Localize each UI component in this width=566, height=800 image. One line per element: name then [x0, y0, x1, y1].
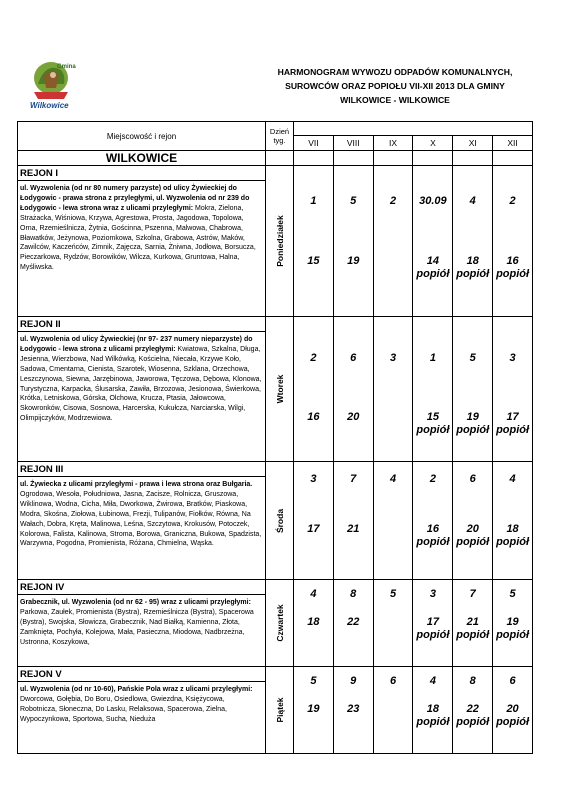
second-collection: [334, 411, 373, 424]
first-collection-date: 2: [509, 195, 516, 207]
first-collection-date: 4: [469, 195, 476, 207]
town-name: WILKOWICE: [18, 151, 266, 166]
collection-cell: [413, 462, 453, 580]
logo-top-text: Gmina: [57, 64, 76, 70]
collection-cell: [294, 317, 334, 462]
collection-cell: [373, 580, 413, 667]
first-collection-date: 5: [509, 588, 516, 600]
region-name: REJON IV: [18, 580, 266, 595]
month-header: IX: [373, 136, 413, 151]
first-collection-date: 6: [390, 675, 397, 687]
collection-cell: [333, 462, 373, 580]
collection-cell: [294, 667, 334, 754]
first-collection-date: 30.09: [419, 195, 447, 207]
second-collection-date: 18: [466, 255, 479, 267]
second-collection-date: 18: [307, 616, 320, 628]
second-collection-date: 14: [426, 255, 440, 267]
ash-label: popiół: [496, 424, 530, 436]
region-day: [266, 580, 294, 667]
ash-label: popiół: [496, 268, 530, 280]
town-month-blank: [413, 151, 453, 166]
second-collection: [294, 411, 333, 424]
collection-cell: [413, 166, 453, 317]
region-name: REJON III: [18, 462, 266, 477]
first-collection-date: 5: [310, 675, 317, 687]
title-line-3: WILKOWICE - WILKOWICE: [340, 95, 450, 105]
second-collection-date: 18: [506, 523, 519, 535]
month-header: VIII: [333, 136, 373, 151]
first-collection-date: 4: [390, 473, 397, 485]
collection-cell: [493, 317, 533, 462]
title-line-1: HARMONOGRAM WYWOZU ODPADÓW KOMUNALNYCH,: [277, 67, 513, 77]
day-label: Czwartek: [274, 604, 285, 642]
region-day: [266, 317, 294, 462]
collection-cell: [294, 166, 334, 317]
second-collection-date: 21: [347, 523, 360, 535]
town-day-blank: [266, 151, 294, 166]
day-label: Środa: [274, 508, 285, 533]
month-header: XII: [493, 136, 533, 151]
collection-cell: [413, 317, 453, 462]
second-collection: [493, 255, 532, 281]
collection-cell: [453, 667, 493, 754]
first-collection-date: 8: [350, 588, 357, 600]
ash-label: popiół: [456, 268, 490, 280]
town-month-blank: [294, 151, 334, 166]
first-collection-date: 5: [469, 352, 476, 364]
collection-cell: [493, 667, 533, 754]
logo-bottom-text: Wilkowice: [30, 101, 69, 110]
ash-label: popiół: [416, 268, 450, 280]
second-collection: [453, 411, 492, 437]
collection-cell: [294, 462, 334, 580]
second-collection-date: 17: [307, 523, 320, 535]
months-header-blank: [294, 122, 533, 136]
second-collection-date: 18: [426, 703, 440, 715]
ash-label: popiół: [456, 629, 490, 641]
ash-label: popiół: [416, 716, 450, 728]
ash-label: popiół: [456, 424, 490, 436]
second-collection: [334, 703, 373, 716]
first-collection-date: 9: [350, 675, 357, 687]
region-streets-main: ul. Wyzwolenia (od nr 10-60), Pańskie Pola wraz z ulicami przyległymi:: [20, 686, 253, 693]
region-streets-main: ul. Wyzwolenia od ulicy Żywieckiej (nr 97- 237 numery nieparzyste) do Łodygowic - lewa strona z ulicami przyległymi:: [20, 336, 253, 353]
first-collection-date: 4: [310, 588, 317, 600]
region-streets: [18, 595, 266, 667]
day-header-line-2: tyg.: [273, 136, 286, 145]
collection-cell: [373, 667, 413, 754]
second-collection: [294, 616, 333, 629]
collection-cell: [333, 667, 373, 754]
region-name: REJON II: [18, 317, 266, 332]
region-name: REJON I: [18, 166, 266, 181]
second-collection: [493, 411, 532, 437]
collection-cell: [453, 580, 493, 667]
first-collection-date: 4: [509, 473, 516, 485]
first-collection-date: 2: [390, 195, 397, 207]
region-streets: [18, 682, 266, 754]
collection-cell: [413, 580, 453, 667]
municipality-logo: [26, 58, 76, 110]
second-collection-date: 20: [347, 411, 360, 423]
second-collection: [413, 255, 452, 281]
ash-label: popiół: [456, 716, 490, 728]
region-day: [266, 667, 294, 754]
first-collection-date: 8: [469, 675, 476, 687]
first-collection-date: 2: [310, 352, 317, 364]
second-collection-date: 17: [426, 616, 440, 628]
month-header: X: [413, 136, 453, 151]
first-collection-date: 3: [310, 473, 317, 485]
town-month-blank: [373, 151, 413, 166]
second-collection-date: 22: [347, 616, 360, 628]
region-streets-main: ul. Żywiecka z ulicami przyległymi - prawa i lewa strona oraz Bułgaria.: [20, 481, 253, 488]
day-label: Poniedziałek: [274, 215, 285, 267]
collection-cell: [453, 317, 493, 462]
region-name: REJON V: [18, 667, 266, 682]
schedule-table: [17, 121, 533, 754]
collection-cell: [493, 462, 533, 580]
second-collection: [453, 523, 492, 549]
ash-label: popiół: [416, 629, 450, 641]
first-collection-date: 3: [429, 588, 436, 600]
first-collection-date: 3: [509, 352, 516, 364]
second-collection: [294, 255, 333, 268]
region-streets: [18, 477, 266, 580]
second-collection: [413, 411, 452, 437]
first-collection-date: 6: [350, 352, 357, 364]
second-collection-date: 20: [466, 523, 479, 535]
first-collection-date: 3: [390, 352, 397, 364]
second-collection-date: 17: [506, 411, 519, 423]
day-header-line-1: Dzień: [269, 127, 290, 136]
region-streets-list: Mokra, Zielona, Strażacka, Wiśniowa, Krzywa, Agrestowa, Prosta, Jagodowa, Topolowa, Orna, Rzemieślnicza, Żytnia, Gościnna, Pszenna, Malwowa, Chabrowa, Bławatków, Jeżynowa, Poziomkowa, Szkolna, Grabowa, Astrów, Maków, Zawilców, Kaczeńców, Zimnik, Zajęcza, Sarnia, Żniwna, Jodłowa, Borsucza, Pieczarkowa, Rydzów, Borowików, Wilcza, Kurkowa, Gruntowa, Halna, Myśliwska.: [20, 204, 256, 272]
second-collection: [294, 523, 333, 536]
second-collection: [453, 616, 492, 642]
second-collection: [334, 616, 373, 629]
collection-cell: [373, 462, 413, 580]
month-header: VII: [294, 136, 334, 151]
collection-cell: [294, 580, 334, 667]
title-line-2: SUROWCÓW ORAZ POPIOŁU VII-XII 2013 DLA GMINY: [285, 81, 505, 91]
region-streets-main: ul. Wyzwolenia (od nr 80 numery parzyste) od ulicy Żywieckiej do Łodygowic - prawa strona z przyległymi, ul. Wyzwolenia od nr 239 do Łodygowic - lewa strona wraz z ulicami przyległymi:: [20, 185, 250, 212]
region-day: [266, 166, 294, 317]
second-collection: [493, 523, 532, 549]
second-collection-date: 16: [426, 523, 440, 535]
second-collection-date: 21: [466, 616, 479, 628]
second-collection-date: 20: [506, 703, 519, 715]
second-collection-date: 15: [426, 411, 440, 423]
collection-cell: [373, 317, 413, 462]
region-streets-list: Ogrodowa, Wesoła, Południowa, Jasna, Zacisze, Rolnicza, Gruszowa, Wiklinowa, Wodna, Cicha, Miła, Dworkowa, Żwirowa, Bratków, Piaskowa, Modra, Skośna, Ziołowa, Łubinowa, Frezji, Tulipanów, Fiołków, Równa, Na Wałach, Dobra, Kręta, Malinowa, Leśna, Szczytowa, Krokusów, Potoczek, Kolorowa, Falista, Kalinowa, Stroma, Borowa, Graniczna, Bukowa, Spadzista, Warzywna, Pogodna, Promienista, Różana, Chmielna, Wąska.: [20, 490, 262, 548]
second-collection-date: 15: [307, 255, 320, 267]
second-collection: [493, 616, 532, 642]
second-collection: [453, 255, 492, 281]
second-collection-date: 16: [307, 411, 320, 423]
first-collection-date: 1: [310, 195, 317, 207]
first-collection-date: 1: [429, 352, 436, 364]
region-day: [266, 462, 294, 580]
ash-label: popiół: [456, 536, 490, 548]
second-collection-date: 22: [466, 703, 479, 715]
ash-label: popiół: [416, 536, 450, 548]
second-collection: [334, 523, 373, 536]
region-streets-list: Kwiatowa, Szkalna, Długa, Jesienna, Wierzbowa, Nad Wilkówką, Kościelna, Niecała, Krzywe Koło, Sadowa, Cmentarna, Cienista, Szarotek, Wiosenna, Szklana, Orzechowa, Leszczynowa, Siewna, Jarzębinowa, Jaworowa, Tęczowa, Dębowa, Klonowa, Turystyczna, Karpacka, Ślusarska, Zawiła, Brzozowa, Jesionowa, Świerkowa, Krótka, Letniskowa, Górska, Olchowa, Krucza, Ptasia, Jałowcowa, Skowronków, Cisowa, Sosnowa, Harcerska, Kukułcza, Narciarska, Wilgi, Olimpijczyków, Modrzewiowa.: [20, 345, 262, 423]
second-collection-date: 23: [347, 703, 360, 715]
collection-cell: [333, 166, 373, 317]
second-collection: [453, 703, 492, 729]
first-collection-date: 4: [429, 675, 436, 687]
collection-cell: [453, 166, 493, 317]
ash-label: popiół: [496, 629, 530, 641]
first-collection-date: 5: [390, 588, 397, 600]
second-collection: [294, 703, 333, 716]
town-month-blank: [493, 151, 533, 166]
town-month-blank: [333, 151, 373, 166]
document-title: [250, 65, 540, 107]
second-collection: [334, 255, 373, 268]
second-collection-date: 16: [506, 255, 519, 267]
first-collection-date: 2: [429, 473, 436, 485]
collection-cell: [373, 166, 413, 317]
second-collection: [413, 703, 452, 729]
second-collection: [493, 703, 532, 729]
region-streets-main: Grabecznik, ul. Wyzwolenia (od nr 62 - 95) wraz z ulicami przyległymi:: [20, 599, 251, 606]
day-label: Piątek: [274, 697, 285, 723]
month-header: XI: [453, 136, 493, 151]
collection-cell: [413, 667, 453, 754]
second-collection: [413, 523, 452, 549]
second-collection-date: 19: [506, 616, 519, 628]
first-collection-date: 6: [509, 675, 516, 687]
ash-label: popiół: [496, 716, 530, 728]
ash-label: popiół: [496, 536, 530, 548]
first-collection-date: 7: [350, 473, 357, 485]
day-header: [266, 122, 294, 151]
collection-cell: [493, 580, 533, 667]
collection-cell: [333, 580, 373, 667]
second-collection-date: 19: [466, 411, 479, 423]
place-header: Miejscowość i rejon: [18, 122, 266, 151]
town-month-blank: [453, 151, 493, 166]
first-collection-date: 7: [469, 588, 476, 600]
first-collection-date: 5: [350, 195, 357, 207]
collection-cell: [493, 166, 533, 317]
collection-cell: [333, 317, 373, 462]
region-streets-list: Dworcowa, Gołębia, Do Boru, Osiedlowa, Gwiezdna, Księżycowa, Robotnicza, Słoneczna, Do Lasku, Relaksowa, Spacerowa, Zielna, Wypoczynkowa, Sportowa, Sucha, Nieduża: [20, 695, 227, 723]
first-collection-date: 6: [469, 473, 476, 485]
region-streets-list: Parkowa, Zaułek, Promienista (Bystra), Rzemieślnicza (Bystra), Spacerowa (Bystra), Swojska, Słowicza, Grabecznik, Nad Białką, Kamienna, Złota, Zamknięta, Pochyła, Kolejowa, Mała, Pasieczna, Miodowa, Nadbrzeżna, Ustronna, Koszykowa,: [20, 608, 254, 646]
region-streets: [18, 332, 266, 462]
second-collection-date: 19: [307, 703, 320, 715]
second-collection-date: 19: [347, 255, 360, 267]
collection-cell: [453, 462, 493, 580]
region-streets: [18, 181, 266, 317]
ash-label: popiół: [416, 424, 450, 436]
second-collection: [413, 616, 452, 642]
day-label: Wtorek: [274, 374, 285, 404]
